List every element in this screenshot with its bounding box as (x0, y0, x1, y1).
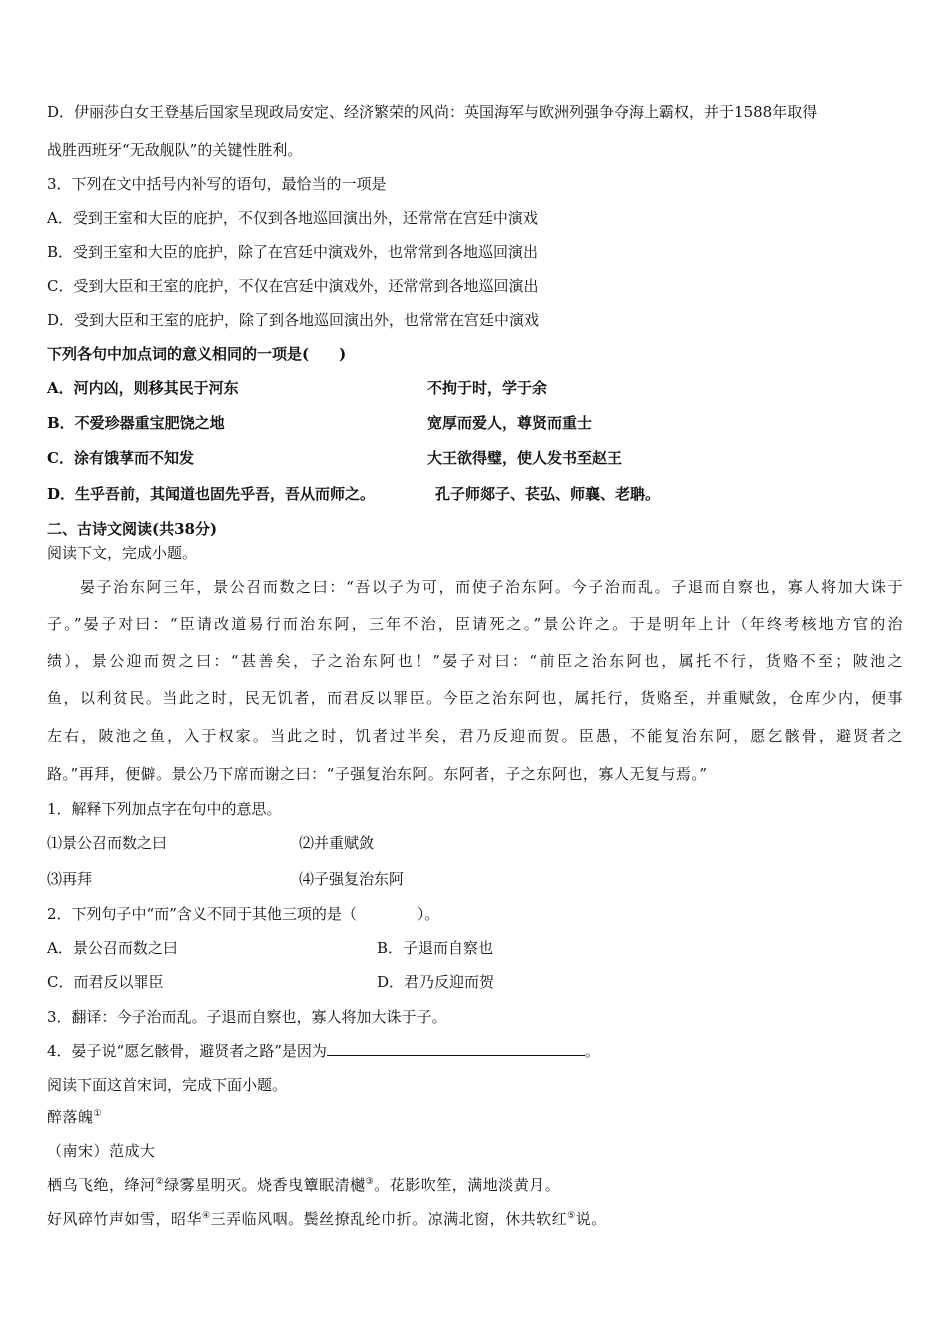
s2-q2-option-a: A．景公召而数之曰 (47, 939, 178, 957)
poem-title-text: 醉落魄 (47, 1108, 94, 1126)
poem-line-2 (47, 1209, 607, 1229)
q3-stem: 3．下列在文中括号内补写的语句，最恰当的一项是 (47, 175, 387, 193)
dotted-row-b-right: 宽厚而爱人，尊贤而重士 (427, 414, 593, 432)
passage-line-5: 左右，陂池之鱼，入于权家。当此之时，饥者过半矣，君乃反迎而贺。臣愚，不能复治东阿，愿乞骸骨，避贤者之 (47, 727, 903, 745)
poem-line-1-a: 栖乌飞绝，绛河 (47, 1176, 156, 1194)
poem-line-1 (47, 1175, 560, 1195)
poem-line-1-c: 。花影吹笙，满地淡黄月。 (374, 1176, 561, 1194)
dotted-row-c-left: C．涂有饿莩而不知发 (47, 449, 194, 467)
dotted-word-stem: 下列各句中加点词的意义相同的一项是( ) (47, 345, 347, 363)
s2-q1-item-4: ⑷子强复治东阿 (299, 870, 405, 888)
poem-note-3: ③ (365, 1177, 375, 1187)
prev-option-d-line1: D．伊丽莎白女王登基后国家呈现政局安定、经济繁荣的风尚：英国海军与欧洲列强争夺海上霸权，并于1588年取得 (47, 103, 818, 121)
poem-note-5: ⑤ (567, 1211, 576, 1221)
s2-q4 (47, 1041, 600, 1061)
dotted-row-a-right: 不拘于时，学于余 (427, 379, 548, 397)
s2-q2-option-b: B．子退而自察也 (377, 939, 494, 957)
s2-q1-item-3: ⑶再拜 (47, 870, 93, 888)
passage-line-3: 绩），景公迎而贺之曰：“甚善矣，子之治东阿也！”晏子对曰：“前臣之治东阿也，属托不行，货赂不至；陂池之 (47, 652, 903, 670)
s2-q4-end: 。 (584, 1042, 600, 1060)
s2-q3-translate: 3．翻译：今子治而乱。子退而自察也，寡人将加大诛于子。 (47, 1008, 447, 1026)
poem-line-2-b: 三弄临风咽。鬓丝撩乱纶巾折。凉满北窗，休共软红 (210, 1210, 568, 1228)
poem-line-2-c: 说。 (575, 1210, 607, 1228)
dotted-row-d-right: 孔子师郯子、苌弘、师襄、老聃。 (435, 485, 661, 503)
s2-q2-option-d: D．君乃反迎而贺 (377, 973, 495, 991)
poem-instruction: 阅读下面这首宋词，完成下面小题。 (47, 1076, 288, 1094)
poem-note-2: ② (155, 1177, 165, 1187)
s2-q2-option-c: C．而君反以罪臣 (47, 973, 164, 991)
answer-blank[interactable] (327, 1041, 585, 1056)
poem-author: （南宋）范成大 (47, 1142, 156, 1160)
passage-line-6: 路。”再拜，便僻。景公乃下席而谢之曰：“子强复治东阿。东阿者，子之东阿也，寡人无复与焉。” (47, 765, 708, 783)
s2-q2-stem: 2．下列句子中“而”含义不同于其他三项的是（ ）。 (47, 905, 440, 923)
dotted-row-d-left: D．生乎吾前，其闻道也固先乎吾，吾从而师之。 (47, 485, 376, 503)
poem-title (47, 1107, 102, 1127)
dotted-row-a-left: A．河内凶，则移其民于河东 (47, 379, 239, 397)
poem-line-2-a: 好风碎竹声如雪，昭华 (47, 1210, 203, 1228)
dotted-row-b-left: B．不爱珍器重宝肥饶之地 (47, 414, 225, 432)
q3-option-b: B．受到王室和大臣的庇护，除了在宫廷中演戏外，也常常到各地巡回演出 (47, 243, 539, 261)
poem-note-4: ④ (202, 1211, 211, 1221)
q3-option-a: A．受到王室和大臣的庇护，不仅到各地巡回演出外，还常常在宫廷中演戏 (47, 209, 538, 227)
q3-option-c: C．受到大臣和王室的庇护，不仅在宫廷中演戏外，还常常到各地巡回演出 (47, 277, 539, 295)
passage-line-4: 鱼，以利贫民。当此之时，民无饥者，而君反以罪臣。今臣之治东阿也，属托行，货赂至，并重赋敛，仓库少内，便事 (47, 689, 903, 707)
section2-instruction: 阅读下文，完成小题。 (47, 544, 198, 562)
passage-line-2: 子。”晏子对曰：“臣请改道易行而治东阿，三年不治，臣请死之。”景公许之。于是明年上计（年终考核地方官的治 (47, 615, 903, 633)
poem-title-note: ① (93, 1109, 103, 1119)
q3-option-d: D．受到大臣和王室的庇护，除了到各地巡回演出外，也常常在宫廷中演戏 (47, 311, 540, 329)
s2-q4-text: 4．晏子说“愿乞骸骨，避贤者之路”是因为 (47, 1042, 327, 1060)
s2-q1-stem: 1．解释下列加点字在句中的意思。 (47, 800, 282, 818)
poem-line-1-b: 绿雾星明灭。烧香曳簟眠清樾 (164, 1176, 366, 1194)
passage-line-1: 晏子治东阿三年，景公召而数之曰：“吾以子为可，而使子治东阿。今子治而乱。子退而自察也，寡人将加大诛于 (80, 578, 903, 596)
s2-q1-item-2: ⑵并重赋敛 (299, 834, 375, 852)
dotted-row-c-right: 大王欲得璧，使人发书至赵王 (427, 449, 623, 467)
s2-q1-item-1: ⑴景公召而数之曰 (47, 834, 168, 852)
prev-option-d-line2: 战胜西班牙“无敌舰队”的关键性胜利。 (47, 141, 303, 159)
section2-heading: 二、古诗文阅读(共38分) (47, 520, 218, 538)
